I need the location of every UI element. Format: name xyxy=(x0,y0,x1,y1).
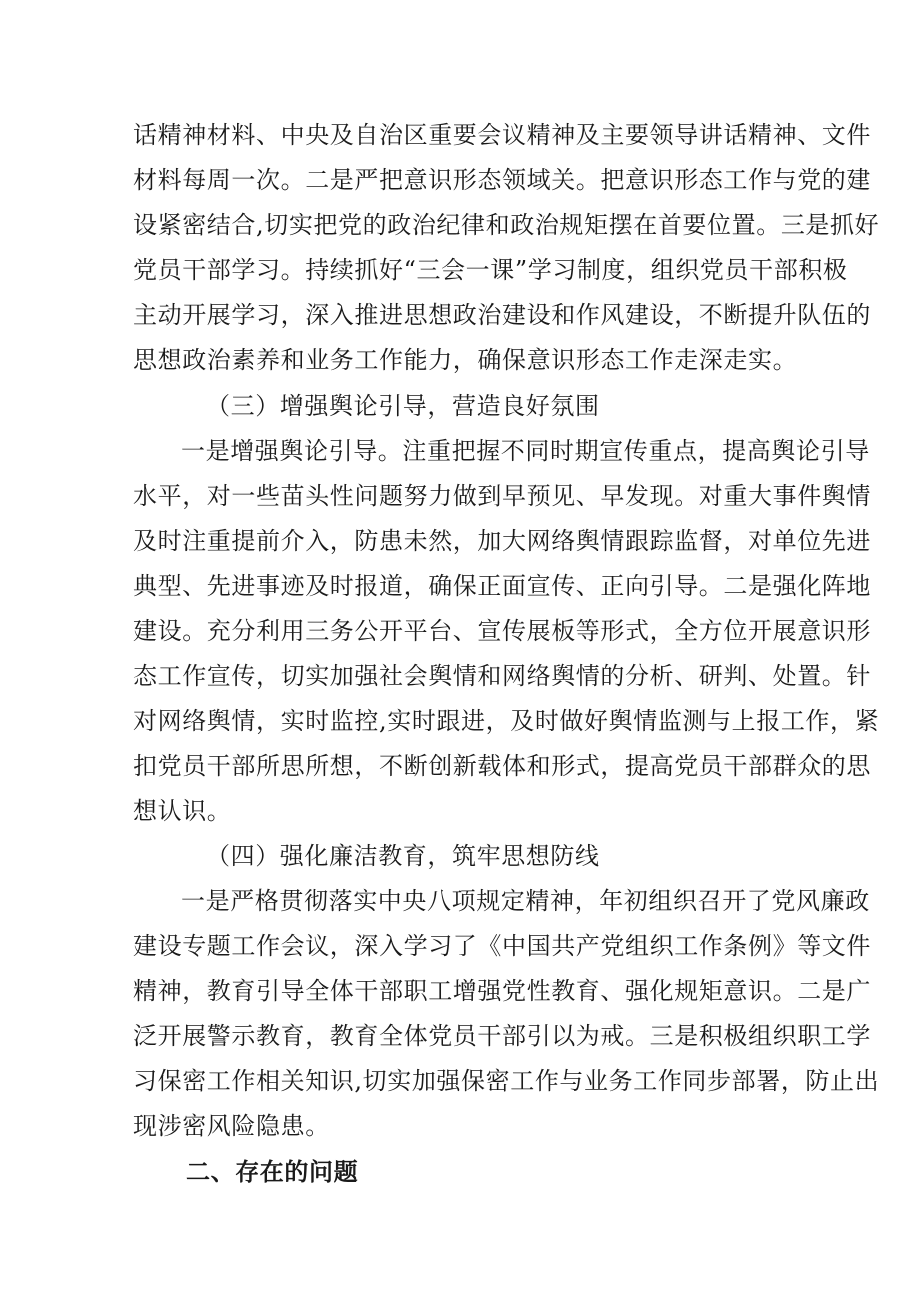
body-text-line: 想认识。 xyxy=(133,797,232,825)
body-text-line: 精神，教育引导全体干部职工增强党性教育、强化规矩意识。二是广 xyxy=(133,977,871,1005)
body-text-line: 习保密工作相关知识,切实加强保密工作与业务工作同步部署，防止出 xyxy=(133,1067,880,1095)
body-text-line: 主动开展学习，深入推进思想政治建设和作风建设，不断提升队伍的 xyxy=(133,301,871,329)
body-text-line: 及时注重提前介入，防患未然，加大网络舆情跟踪监督，对单位先进 xyxy=(133,527,871,555)
body-text-line: 建设。充分利用三务公开平台、宣传展板等形式，全方位开展意识形 xyxy=(133,617,871,645)
body-text-line: 党员干部学习。持续抓好“三会一课”学习制度，组织党员干部积极 xyxy=(133,256,848,284)
body-text-line: 话精神材料、中央及自治区重要会议精神及主要领导讲话精神、文件 xyxy=(133,121,871,149)
body-text-line: 思想政治素养和业务工作能力，确保意识形态工作走深走实。 xyxy=(133,346,798,374)
subsection-heading-4: （四）强化廉洁教育，筑牢思想防线 xyxy=(206,842,600,870)
body-text-line: 现涉密风险隐患。 xyxy=(133,1112,330,1140)
body-text-line: 水平，对一些苗头性问题努力做到早预见、早发现。对重大事件舆情 xyxy=(133,482,871,510)
section-heading: 二、存在的问题 xyxy=(186,1157,359,1186)
subsection-heading-3: （三）增强舆论引导，营造良好氛围 xyxy=(206,392,600,420)
body-text-line: 建设专题工作会议，深入学习了《中国共产党组织工作条例》等文件 xyxy=(133,932,871,960)
body-text-line: 态工作宣传，切实加强社会舆情和网络舆情的分析、研判、处置。针 xyxy=(133,662,871,690)
body-text-line: 设紧密结合,切实把党的政治纪律和政治规矩摆在首要位置。三是抓好 xyxy=(133,211,880,239)
body-text-line: 一是增强舆论引导。注重把握不同时期宣传重点，提高舆论引导 xyxy=(181,437,870,465)
body-text-line: 对网络舆情，实时监控,实时跟进，及时做好舆情监测与上报工作，紧 xyxy=(133,707,880,735)
body-text-line: 材料每周一次。二是严把意识形态领域关。把意识形态工作与党的建 xyxy=(133,166,871,194)
body-text-line: 泛开展警示教育，教育全体党员干部引以为戒。三是积极组织职工学 xyxy=(133,1022,871,1050)
body-text-line: 典型、先进事迹及时报道，确保正面宣传、正向引导。二是强化阵地 xyxy=(133,572,871,600)
body-text-line: 一是严格贯彻落实中央八项规定精神，年初组织召开了党风廉政 xyxy=(181,887,870,915)
body-text-line: 扣党员干部所思所想，不断创新载体和形式，提高党员干部群众的思 xyxy=(133,752,871,780)
